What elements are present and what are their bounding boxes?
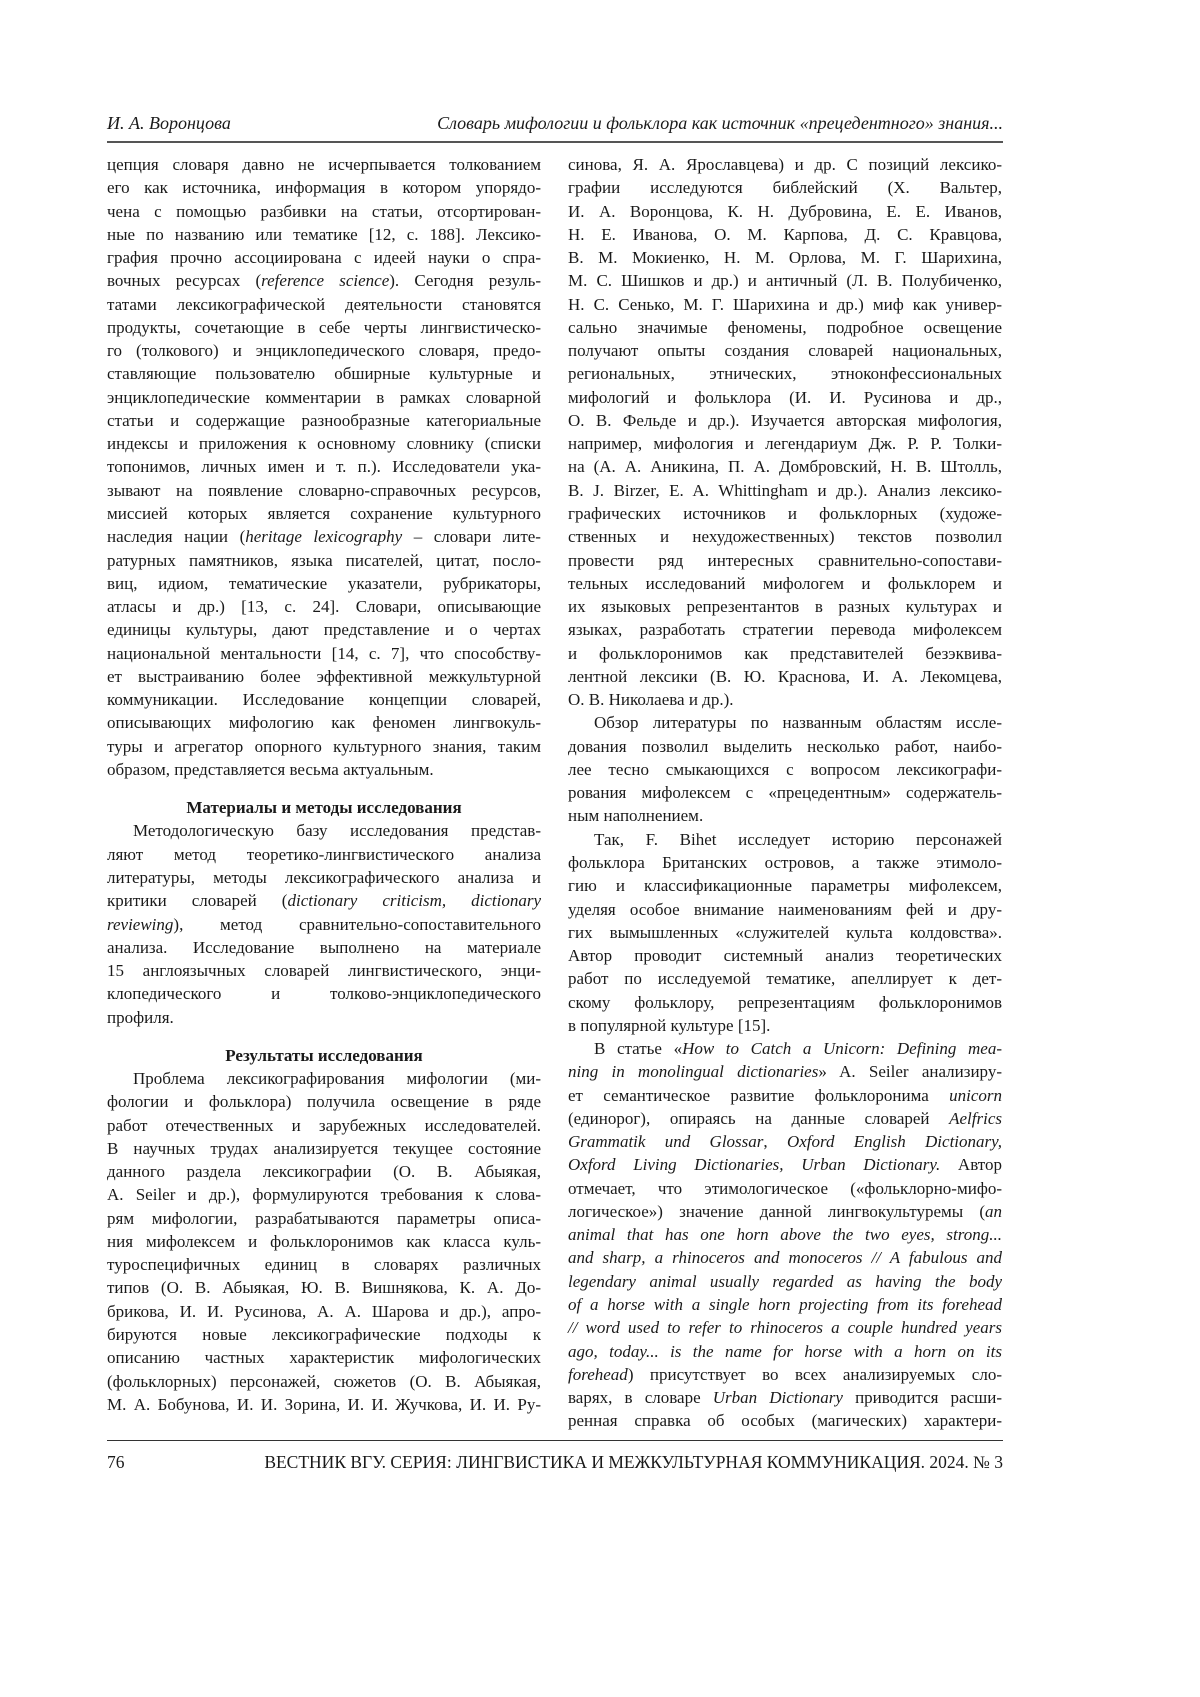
text-run: гих вымышленных «служителей культа колдовства». bbox=[568, 923, 1002, 942]
text-run: уделяя особое внимание наименованиям фей и дру- bbox=[568, 900, 1002, 919]
text-line bbox=[107, 595, 541, 618]
text-line bbox=[107, 339, 541, 362]
text-run: Автор bbox=[940, 1155, 1002, 1174]
text-line bbox=[107, 223, 541, 246]
text-run: 15 англоязычных словарей лингвистического, энци- bbox=[107, 961, 541, 980]
text-run: го (толкового) и энциклопедического словаря, предо- bbox=[107, 341, 541, 360]
text-run: коммуникации. Исследование концепции словарей, bbox=[107, 690, 541, 709]
text-line bbox=[107, 1006, 541, 1029]
text-line bbox=[568, 1037, 1002, 1060]
text-run: зывают на появление словарно-справочных ресурсов, bbox=[107, 481, 541, 500]
text-line bbox=[107, 432, 541, 455]
text-line bbox=[107, 889, 541, 912]
text-line bbox=[568, 874, 1002, 897]
text-line bbox=[107, 758, 541, 781]
text-run: сально значимые феномены, подробное освещение bbox=[568, 318, 1002, 337]
text-line bbox=[568, 595, 1002, 618]
text-line bbox=[568, 804, 1002, 827]
text-run: ственных и нехудожественных) текстов позволил bbox=[568, 527, 1002, 546]
text-run: и фольклоронимов как представителей безэквива- bbox=[568, 644, 1002, 663]
text-line bbox=[568, 432, 1002, 455]
text-line bbox=[568, 479, 1002, 502]
text-line bbox=[107, 153, 541, 176]
text-run: ет семантическое развитие фольклоронима bbox=[568, 1086, 949, 1105]
text-line bbox=[107, 959, 541, 982]
text-line bbox=[107, 200, 541, 223]
italic-text: unicorn bbox=[949, 1086, 1002, 1105]
text-line bbox=[568, 362, 1002, 385]
text-line bbox=[568, 967, 1002, 990]
italic-text: and sharp, a rhinoceros and monoceros // A fabulous and bbox=[568, 1248, 1002, 1267]
text-line bbox=[568, 944, 1002, 967]
text-line bbox=[107, 982, 541, 1005]
text-line bbox=[107, 1137, 541, 1160]
text-line bbox=[107, 525, 541, 548]
text-line bbox=[107, 866, 541, 889]
text-line bbox=[107, 1300, 541, 1323]
text-line bbox=[107, 843, 541, 866]
text-run: ), метод сравнительно-сопоставительного bbox=[173, 915, 541, 934]
text-run: В научных трудах анализируется текущее состояние bbox=[107, 1139, 541, 1158]
text-run: его как источника, информация в котором упорядо- bbox=[107, 178, 541, 197]
italic-text: animal that has one horn above the two eyes, strong... bbox=[568, 1225, 1002, 1244]
text-line bbox=[107, 409, 541, 432]
text-run: » A. Seiler анализиру- bbox=[818, 1062, 1002, 1081]
text-run: О. В. Фельде и др.). Изучается авторская мифология, bbox=[568, 411, 1002, 430]
text-run: синова, Я. А. Ярославцева) и др. С позиций лексико- bbox=[568, 155, 1002, 174]
text-line bbox=[107, 1160, 541, 1183]
text-run: на (А. А. Аникина, П. А. Домбровский, Н. В. Штолль, bbox=[568, 457, 1002, 476]
header-divider bbox=[107, 141, 1003, 143]
text-run: атласы и др.) [13, с. 24]. Словари, описывающие bbox=[107, 597, 541, 616]
text-line bbox=[568, 1223, 1002, 1246]
text-run: (единорог), опираясь на данные словарей bbox=[568, 1109, 949, 1128]
text-run: ) присутствует во всех анализируемых сло- bbox=[628, 1365, 1002, 1384]
text-line bbox=[568, 1340, 1002, 1363]
italic-text: reference science bbox=[261, 271, 389, 290]
text-line bbox=[568, 1409, 1002, 1432]
text-run: ). Сегодня резуль- bbox=[389, 271, 541, 290]
italic-text: Grammatik und Glossar bbox=[568, 1132, 763, 1151]
text-line bbox=[568, 293, 1002, 316]
text-line bbox=[107, 819, 541, 842]
text-line bbox=[568, 665, 1002, 688]
text-run: ет выстраиванию более эффективной межкультурной bbox=[107, 667, 541, 686]
text-run: лентной лексики (В. Ю. Краснова, И. А. Лекомцева, bbox=[568, 667, 1002, 686]
text-line bbox=[107, 913, 541, 936]
column-right bbox=[568, 153, 1002, 1433]
text-line bbox=[568, 991, 1002, 1014]
text-line bbox=[568, 176, 1002, 199]
text-line bbox=[568, 851, 1002, 874]
text-run: гию и классификационные параметры мифолексем, bbox=[568, 876, 1002, 895]
text-line bbox=[568, 549, 1002, 572]
text-run: работ отечественных и зарубежных исследователей. bbox=[107, 1116, 541, 1135]
text-line bbox=[568, 572, 1002, 595]
paragraph bbox=[107, 153, 541, 781]
text-line bbox=[107, 316, 541, 339]
running-header bbox=[107, 113, 1003, 139]
text-line bbox=[568, 1293, 1002, 1316]
text-line bbox=[107, 362, 541, 385]
text-line bbox=[568, 1363, 1002, 1386]
italic-text: dictionary criticism, dictionary bbox=[287, 891, 541, 910]
text-line bbox=[568, 618, 1002, 641]
text-run: графия прочно ассоциирована с идеей науки о спра- bbox=[107, 248, 541, 267]
text-run: тельных исследований мифологем и фольклорем и bbox=[568, 574, 1002, 593]
text-run: данного раздела лексикографии (О. В. Абыякая, bbox=[107, 1162, 541, 1181]
text-line bbox=[568, 200, 1002, 223]
text-run: ратурных памятников, языка писателей, цитат, посло- bbox=[107, 551, 541, 570]
text-line bbox=[107, 455, 541, 478]
text-line bbox=[568, 502, 1002, 525]
text-run: A. Seiler и др.), формулируются требования к слова- bbox=[107, 1185, 541, 1204]
text-line bbox=[107, 176, 541, 199]
italic-text: forehead bbox=[568, 1365, 628, 1384]
text-line bbox=[568, 1107, 1002, 1130]
text-run: чена с помощью разбивки на статьи, отсортирован- bbox=[107, 202, 541, 221]
text-line bbox=[568, 898, 1002, 921]
text-run: их языковых репрезентантов в разных культурах и bbox=[568, 597, 1002, 616]
text-run: графических источников и фольклорных (художе- bbox=[568, 504, 1002, 523]
text-run: индексы и приложения к основному словнику (списки bbox=[107, 434, 541, 453]
text-run: логическое») значение данной лингвокультуремы ( bbox=[568, 1202, 985, 1221]
text-line bbox=[568, 153, 1002, 176]
text-run: профиля. bbox=[107, 1008, 174, 1027]
section-heading: Материалы и методы исследования bbox=[107, 796, 541, 819]
text-run: топонимов, личных имен и т. п.). Исследователи ука- bbox=[107, 457, 541, 476]
italic-text: legendary animal usually regarded as having the body bbox=[568, 1272, 1002, 1291]
text-run: работ по исследуемой тематике, апеллирует к дет- bbox=[568, 969, 1002, 988]
text-line bbox=[107, 1323, 541, 1346]
text-line bbox=[568, 386, 1002, 409]
text-line bbox=[568, 828, 1002, 851]
text-run: в популярной культуре [15]. bbox=[568, 1016, 770, 1035]
text-run: B. J. Birzer, E. A. Whittingham и др.). Анализ лексико- bbox=[568, 481, 1002, 500]
text-line bbox=[107, 293, 541, 316]
text-run: языках, разработать стратегии перевода мифолексем bbox=[568, 620, 1002, 639]
text-line bbox=[568, 921, 1002, 944]
page-number: 76 bbox=[107, 1452, 125, 1473]
text-line bbox=[107, 735, 541, 758]
text-run: например, мифология и легендариум Дж. Р. Р. Толки- bbox=[568, 434, 1002, 453]
text-run: Автор проводит системный анализ теоретических bbox=[568, 946, 1002, 965]
text-line bbox=[107, 1114, 541, 1137]
text-run: , bbox=[763, 1132, 787, 1151]
text-run: фологии и фольклора) получила освещение в ряде bbox=[107, 1092, 541, 1111]
text-run: ния мифолексем и фольклоронимов как класса куль- bbox=[107, 1232, 541, 1251]
text-run: виц, идиом, тематические указатели, рубрикаторы, bbox=[107, 574, 541, 593]
text-run: получают опыты создания словарей национальных, bbox=[568, 341, 1002, 360]
text-run: анализа. Исследование выполнено на материале bbox=[107, 938, 541, 957]
text-run: энциклопедические комментарии в рамках словарной bbox=[107, 388, 541, 407]
text-run: Обзор литературы по названным областям иссле- bbox=[594, 713, 1002, 732]
text-line bbox=[568, 758, 1002, 781]
text-run: М. А. Бобунова, И. И. Зорина, И. И. Жучкова, И. И. Ру- bbox=[107, 1395, 541, 1414]
paragraph bbox=[107, 819, 541, 1028]
header-author: И. А. Воронцова bbox=[107, 113, 231, 134]
text-run: варях, в словаре bbox=[568, 1388, 713, 1407]
text-line bbox=[107, 1230, 541, 1253]
text-line bbox=[107, 1090, 541, 1113]
text-line bbox=[107, 1276, 541, 1299]
text-line bbox=[107, 269, 541, 292]
text-line bbox=[107, 1370, 541, 1393]
column-left bbox=[107, 153, 541, 1416]
paragraph bbox=[568, 1037, 1002, 1433]
text-line bbox=[568, 642, 1002, 665]
italic-text: ning in monolingual dictionaries bbox=[568, 1062, 818, 1081]
text-run: клопедического и толково-энциклопедического bbox=[107, 984, 541, 1003]
text-run: – словари лите- bbox=[402, 527, 541, 546]
text-run: графии исследуются библейский (Х. Вальтер, bbox=[568, 178, 1002, 197]
text-run: М. С. Шишков и др.) и античный (Л. В. Полубиченко, bbox=[568, 271, 1002, 290]
text-line bbox=[568, 246, 1002, 269]
text-run: национальной ментальности [14, с. 7], что способству- bbox=[107, 644, 541, 663]
italic-text: reviewing bbox=[107, 915, 173, 934]
italic-text: ago, today... is the name for horse with a horn on its bbox=[568, 1342, 1002, 1361]
text-run: Так, F. Bihet исследует историю персонажей bbox=[594, 830, 1002, 849]
text-line bbox=[107, 502, 541, 525]
text-run: лее тесно смыкающихся с вопросом лексикографи- bbox=[568, 760, 1002, 779]
text-run: татами лексикографической деятельности становятся bbox=[107, 295, 541, 314]
text-line bbox=[568, 1270, 1002, 1293]
italic-text: Oxford Living Dictionaries, Urban Dictionary. bbox=[568, 1155, 940, 1174]
italic-text: of a horse with a single horn projecting from its forehead bbox=[568, 1295, 1002, 1314]
text-run: ляют метод теоретико-лингвистического анализа bbox=[107, 845, 541, 864]
section-heading: Результаты исследования bbox=[107, 1044, 541, 1067]
text-run: единицы культуры, дают представление и о чертах bbox=[107, 620, 541, 639]
text-run: рования мифолексем с «прецедентным» содержатель- bbox=[568, 783, 1002, 802]
text-run: провести ряд интересных сравнительно-сопостави- bbox=[568, 551, 1002, 570]
text-line bbox=[568, 711, 1002, 734]
text-line bbox=[107, 1393, 541, 1416]
text-run: О. В. Николаева и др.). bbox=[568, 690, 734, 709]
text-line bbox=[568, 455, 1002, 478]
paragraph bbox=[568, 828, 1002, 1037]
text-line bbox=[107, 642, 541, 665]
text-line bbox=[107, 1207, 541, 1230]
text-run: В статье « bbox=[594, 1039, 682, 1058]
text-line bbox=[568, 1246, 1002, 1269]
text-run: И. А. Воронцова, К. Н. Дубровина, Е. Е. Иванов, bbox=[568, 202, 1002, 221]
journal-title: ВЕСТНИК ВГУ. СЕРИЯ: ЛИНГВИСТИКА И МЕЖКУЛЬТУРНАЯ КОММУНИКАЦИЯ. 2024. № 3 bbox=[264, 1452, 1003, 1473]
text-run: вочных ресурсах ( bbox=[107, 271, 261, 290]
text-line bbox=[107, 618, 541, 641]
paragraph bbox=[568, 153, 1002, 711]
text-line bbox=[107, 936, 541, 959]
text-run: дования позволил выделить несколько работ, наибо- bbox=[568, 737, 1002, 756]
text-line bbox=[107, 711, 541, 734]
text-run: статьи и содержащие разнообразные категориальные bbox=[107, 411, 541, 430]
text-line bbox=[568, 781, 1002, 804]
text-run: продукты, сочетающие в себе черты лингвистическо- bbox=[107, 318, 541, 337]
text-run: скому фольклору, репрезентациям фольклоронимов bbox=[568, 993, 1002, 1012]
text-run: миссией которых является сохранение культурного bbox=[107, 504, 541, 523]
text-run: ным наполнением. bbox=[568, 806, 703, 825]
italic-text: an bbox=[985, 1202, 1002, 1221]
text-line bbox=[107, 1346, 541, 1369]
italic-text: // word used to refer to rhinoceros a couple hundred years bbox=[568, 1318, 1002, 1337]
header-title: Словарь мифологии и фольклора как источник «прецедентного» знания... bbox=[437, 113, 1003, 134]
text-run: описанию частных характеристик мифологических bbox=[107, 1348, 541, 1367]
text-run: ренная справка об особых (магических) характери- bbox=[568, 1411, 1002, 1430]
text-line bbox=[107, 386, 541, 409]
text-line bbox=[568, 1386, 1002, 1409]
text-line bbox=[568, 409, 1002, 432]
text-run: Проблема лексикографирования мифологии (ми- bbox=[133, 1069, 541, 1088]
italic-text: heritage lexicography bbox=[245, 527, 402, 546]
text-run: приводится расши- bbox=[843, 1388, 1002, 1407]
text-line bbox=[107, 1253, 541, 1276]
text-run: описывающих мифологию как феномен лингвокуль- bbox=[107, 713, 541, 732]
text-line bbox=[107, 479, 541, 502]
text-run: литературы, методы лексикографического анализа и bbox=[107, 868, 541, 887]
text-run: региональных, этнических, этноконфессиональных bbox=[568, 364, 1002, 383]
text-run: Н. Е. Иванова, О. М. Карпова, Д. С. Кравцова, bbox=[568, 225, 1002, 244]
text-line bbox=[568, 1060, 1002, 1083]
text-run: типов (О. В. Абыякая, Ю. В. Вишнякова, К. А. До- bbox=[107, 1278, 541, 1297]
text-line bbox=[568, 688, 1002, 711]
text-run: фольклора Британских островов, а также этимоло- bbox=[568, 853, 1002, 872]
text-line bbox=[107, 246, 541, 269]
text-line bbox=[568, 316, 1002, 339]
text-run: критики словарей ( bbox=[107, 891, 287, 910]
italic-text: Urban Dictionary bbox=[713, 1388, 843, 1407]
text-line bbox=[568, 269, 1002, 292]
text-run: образом, представляется весьма актуальным. bbox=[107, 760, 434, 779]
text-run: туроспецифичных единиц в словарях различных bbox=[107, 1255, 541, 1274]
text-line bbox=[568, 1200, 1002, 1223]
text-run: бируются новые лексикографические подходы к bbox=[107, 1325, 541, 1344]
text-line bbox=[568, 1130, 1002, 1153]
text-run: (фольклорных) персонажей, сюжетов (О. В. Абыякая, bbox=[107, 1372, 541, 1391]
footer-divider bbox=[107, 1440, 1003, 1441]
text-run: ставляющие пользователю обширные культурные и bbox=[107, 364, 541, 383]
text-line bbox=[568, 339, 1002, 362]
text-run: отмечает, что этимологическое («фольклорно-мифо- bbox=[568, 1179, 1002, 1198]
italic-text: Oxford English Dictionary, bbox=[787, 1132, 1002, 1151]
text-run: брикова, И. И. Русинова, А. А. Шарова и др.), апро- bbox=[107, 1302, 541, 1321]
text-line bbox=[107, 572, 541, 595]
text-run: туры и агрегатор опорного культурного знания, таким bbox=[107, 737, 541, 756]
italic-text: How to Catch a Unicorn: Defining mea- bbox=[682, 1039, 1002, 1058]
text-run: рям мифологии, разрабатываются параметры описа- bbox=[107, 1209, 541, 1228]
text-run: цепция словаря давно не исчерпывается толкованием bbox=[107, 155, 541, 174]
text-line bbox=[568, 1177, 1002, 1200]
text-run: В. М. Мокиенко, Н. М. Орлова, М. Г. Шарихина, bbox=[568, 248, 1002, 267]
text-line bbox=[107, 665, 541, 688]
text-line bbox=[107, 1067, 541, 1090]
paragraph bbox=[107, 1067, 541, 1416]
text-run: ные по названию или тематике [12, с. 188]. Лексико- bbox=[107, 225, 541, 244]
text-line bbox=[568, 1014, 1002, 1037]
text-run: наследия нации ( bbox=[107, 527, 245, 546]
text-line bbox=[568, 1316, 1002, 1339]
paragraph bbox=[568, 711, 1002, 827]
text-line bbox=[568, 1153, 1002, 1176]
text-line bbox=[107, 549, 541, 572]
text-line bbox=[568, 1084, 1002, 1107]
text-line bbox=[568, 223, 1002, 246]
text-line bbox=[568, 735, 1002, 758]
text-run: Методологическую базу исследования представ- bbox=[133, 821, 541, 840]
italic-text: Aelfrics bbox=[949, 1109, 1002, 1128]
text-line bbox=[107, 1183, 541, 1206]
text-run: мифологий и фольклора (И. И. Русинова и др., bbox=[568, 388, 1002, 407]
text-line bbox=[568, 525, 1002, 548]
text-run: Н. С. Сенько, М. Г. Шарихина и др.) миф как универ- bbox=[568, 295, 1002, 314]
text-line bbox=[107, 688, 541, 711]
